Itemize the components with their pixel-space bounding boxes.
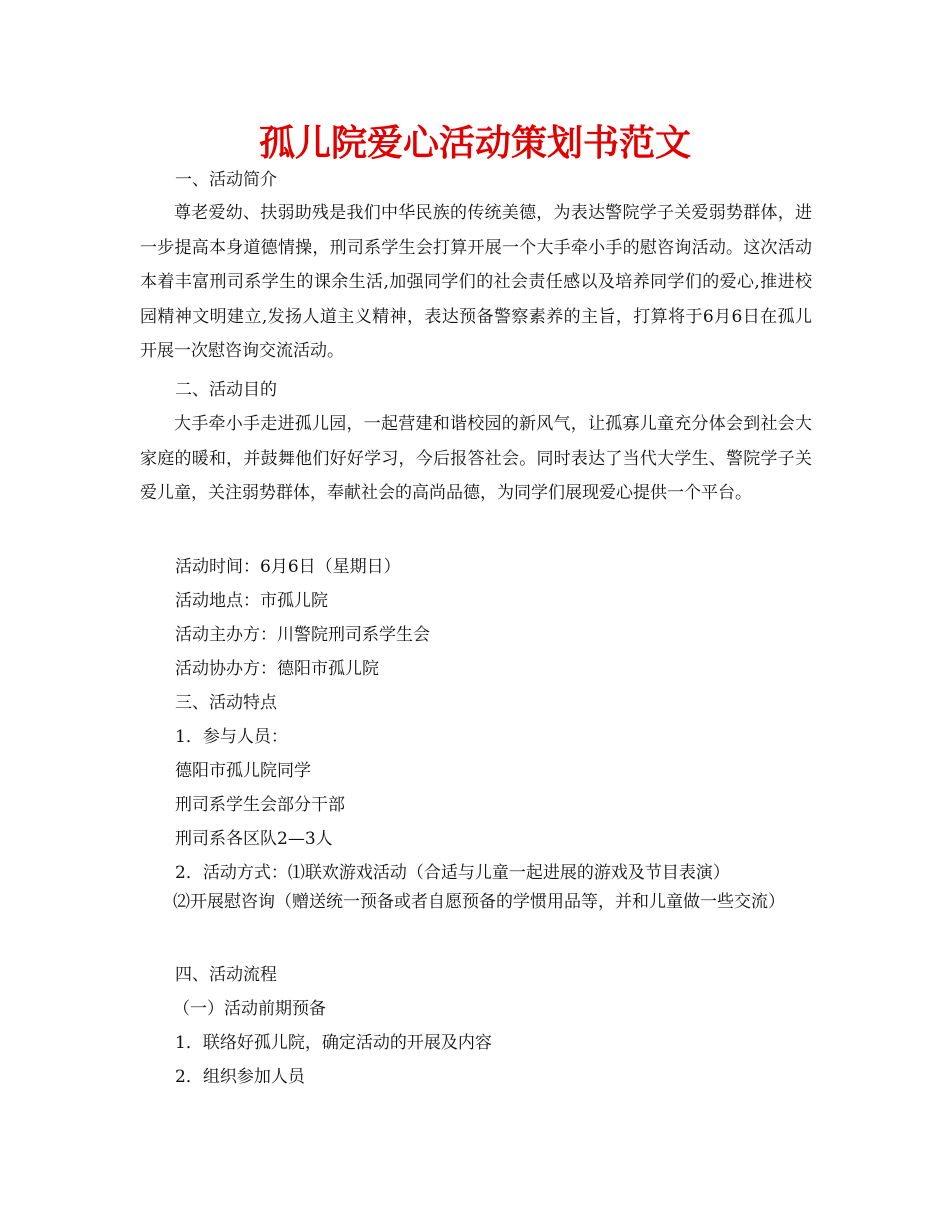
activity-method: 2．活动方式：⑴联欢游戏活动（合适与儿童一起进展的游戏及节目表演） [175,863,730,883]
participant-item: 刑司系学生会部分干部 [175,795,345,815]
participant-item: 刑司系各区队2—3人 [175,829,333,849]
section-heading-intro: 一、活动简介 [175,170,277,190]
activity-co-organizer: 活动协办方：德阳市孤儿院 [175,659,379,679]
participants-heading: 1．参与人员： [175,727,288,747]
intro-paragraph: 尊老爱幼、扶弱助残是我们中华民族的传统美德，为表达警院学子关爱弱势群体，进一步提高本身道德情操，刑司系学生会打算开展一个大手牵小手的慰咨询活动。这次活动本着丰富刑司系学生的课余生活,加强同学们的社会责任感以及培养同学们的爱心,推进校园精神文明建立,发扬人道主义精神，表达预备警察素养的主旨，打算将于6月6日在孤儿开展一次慰咨询交流活动。 [140,203,812,361]
activity-place: 活动地点：市孤儿院 [175,591,328,611]
process-step: 2．组织参加人员 [175,1067,305,1087]
section-heading-process: 四、活动流程 [175,965,277,985]
participant-item: 德阳市孤儿院同学 [175,761,311,781]
process-subheading: （一）活动前期预备 [173,999,326,1019]
activity-method-detail: ⑵开展慰咨询（赠送统一预备或者自愿预备的学惯用品等，并和儿童做一些交流） [173,892,785,912]
activity-organizer: 活动主办方：川警院刑司系学生会 [175,625,430,645]
purpose-paragraph: 大手牵小手走进孤儿园，一起营建和谐校园的新风气，让孤寡儿童充分体会到社会大家庭的暖和，并鼓舞他们好好学习，今后报答社会。同时表达了当代大学生、警院学子关爱儿童，关注弱势群体，奉献社会的高尚品德，为同学们展现爱心提供一个平台。 [140,414,812,503]
activity-time: 活动时间：6月6日（星期日） [175,557,401,577]
section-heading-purpose: 二、活动目的 [175,380,277,400]
section-heading-features: 三、活动特点 [175,693,277,713]
process-step: 1．联络好孤儿院，确定活动的开展及内容 [175,1033,492,1053]
document-title: 孤儿院爱心活动策划书范文 [258,123,691,164]
